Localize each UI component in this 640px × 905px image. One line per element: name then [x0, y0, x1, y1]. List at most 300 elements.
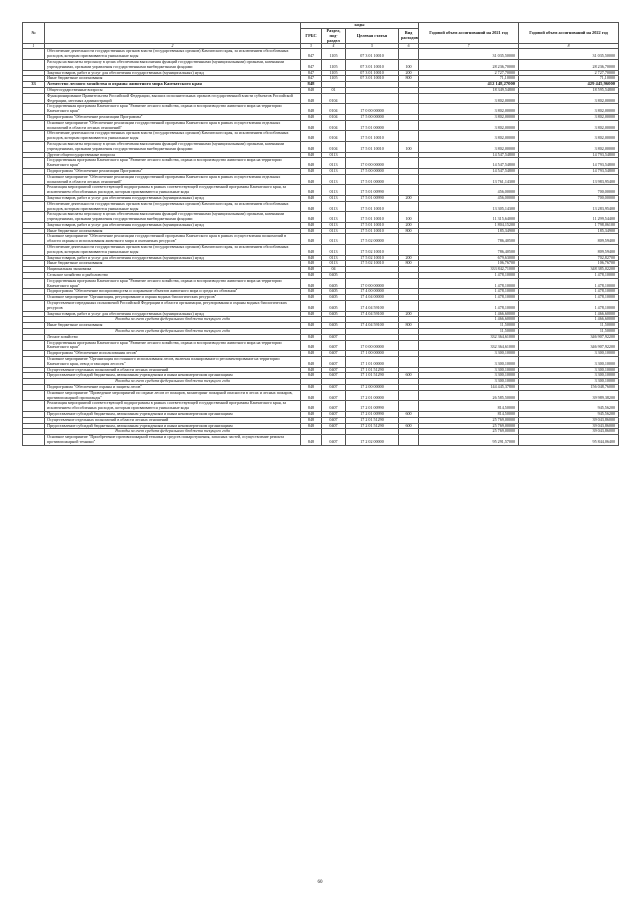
row-number: [23, 174, 45, 185]
header-name: [45, 23, 301, 44]
row-target: 17 0 00 00000: [346, 278, 399, 289]
row-amount-2021: 25 769,00000: [419, 429, 519, 435]
row-amount-2021: 786,40500: [419, 234, 519, 245]
row-name: Основное мероприятие "Организация, регулирование и охрана водных биологических ресурсов": [45, 295, 301, 301]
table-row: [23, 59, 619, 70]
row-name: Расходы на выплаты персоналу в целях обеспечения выполнения функций государственными (муниципальными) органами, казенными учреждениями, органами управления государственными внебюджетными фондами: [45, 212, 301, 223]
row-target: 17 5 02 10010: [346, 255, 399, 261]
row-grbs: 848: [301, 131, 322, 142]
row-amount-2021: 71,10000: [419, 76, 519, 82]
row-amount-2021: 3 802,00000: [419, 93, 519, 104]
row-target: 17 2 01 00990: [346, 401, 399, 412]
row-name: Расходы на выплаты персоналу в целях обеспечения выполнения функций государственными (муниципальными) органами, казенными учреждениями, органами управления государственными внебюджетными фондами: [45, 59, 301, 70]
table-row: [23, 340, 619, 351]
header-number: №: [23, 23, 45, 44]
row-name: Функционирование Правительства Российской Федерации, высших исполнительных органов государственной власти субъектов Российской Федерации, местных администраций: [45, 93, 301, 104]
row-section: 0407: [322, 334, 346, 340]
row-grbs: 848: [301, 267, 322, 273]
row-section: 04: [322, 267, 346, 273]
row-grbs: 848: [301, 390, 322, 401]
row-grbs: 848: [301, 417, 322, 423]
row-exptype: [399, 357, 419, 368]
table-row: [23, 120, 619, 131]
row-exptype: [399, 340, 419, 351]
row-name: Расходы за счет средств федерального бюджета текущего года: [45, 329, 301, 335]
row-exptype: [399, 104, 419, 115]
row-amount-2021: 95 291,57000: [419, 435, 519, 446]
row-target: 17 4 04 59100: [346, 311, 399, 317]
row-amount-2021: 25 769,00000: [419, 423, 519, 429]
row-exptype: 800: [399, 261, 419, 267]
row-amount-2022: 95 844,06400: [519, 435, 619, 446]
row-section: 0407: [322, 417, 346, 423]
column-index: 4: [322, 44, 346, 49]
row-amount-2022: 3 802,00000: [519, 93, 619, 104]
row-name: Другие общегосударственные вопросы: [45, 152, 301, 158]
row-exptype: 200: [399, 222, 419, 228]
row-target: 17 5 00 00000: [346, 168, 399, 174]
row-amount-2021: 18 349,54800: [419, 87, 519, 93]
row-section: 0405: [322, 301, 346, 312]
row-target: 17 2 01 00000: [346, 390, 399, 401]
column-index: 8: [519, 44, 619, 49]
header-target: Целевая статья: [346, 29, 399, 44]
row-exptype: [399, 390, 419, 401]
row-section: 0113: [322, 255, 346, 261]
row-grbs: 848: [301, 351, 322, 357]
table-header: [23, 23, 619, 49]
row-amount-2021: 185,34900: [419, 228, 519, 234]
row-amount-2022: 11 299,54400: [519, 212, 619, 223]
row-amount-2022: 945,56200: [519, 401, 619, 412]
row-amount-2021: 3 300,10000: [419, 379, 519, 385]
row-amount-2021: 456,00000: [419, 195, 519, 201]
row-section: 0407: [322, 357, 346, 368]
row-section: 0405: [322, 289, 346, 295]
row-target: 17 2 00 00000: [346, 385, 399, 391]
row-section: 0104: [322, 114, 346, 120]
row-amount-2022: 28 236,70000: [519, 59, 619, 70]
row-exptype: 800: [399, 76, 419, 82]
row-number: [23, 401, 45, 412]
row-target: 07 3 01 10010: [346, 76, 399, 82]
row-grbs: 848: [301, 278, 322, 289]
row-name: Обеспечение деятельности государственных органов власти (государственных органов) Камчатского края, за исключением обособленных расходов, которым присваиваются уникальные коды: [45, 49, 301, 60]
row-grbs: 848: [301, 158, 322, 169]
row-amount-2021: 456,00000: [419, 185, 519, 196]
row-number: [23, 301, 45, 312]
row-amount-2022: 1 478,10000: [519, 301, 619, 312]
row-grbs: 848: [301, 373, 322, 379]
row-amount-2022: 1 478,10000: [519, 273, 619, 279]
row-grbs: 848: [301, 273, 322, 279]
row-amount-2021: 1 466,60000: [419, 311, 519, 317]
row-number: [23, 234, 45, 245]
row-amount-2022: 702,82700: [519, 255, 619, 261]
row-section: 1105: [322, 59, 346, 70]
row-grbs: 848: [301, 195, 322, 201]
row-exptype: 200: [399, 70, 419, 76]
row-exptype: 600: [399, 423, 419, 429]
row-amount-2022: 3 300,10000: [519, 379, 619, 385]
row-section: 0407: [322, 351, 346, 357]
row-name: Расходы за счет средств федерального бюджета текущего года: [45, 317, 301, 323]
row-grbs: 848: [301, 174, 322, 185]
row-amount-2021: 1 478,10000: [419, 295, 519, 301]
row-amount-2022: 71,10000: [519, 76, 619, 82]
row-target: 17 5 01 10010: [346, 212, 399, 223]
row-grbs: 847: [301, 76, 322, 82]
row-section: 0104: [322, 120, 346, 131]
row-name: Основное мероприятие "Обеспечение реализации государственной программы Камчатского края в рамках осуществления отдельных полномочий в области лесных отношений": [45, 174, 301, 185]
row-amount-2021: 31 035,50000: [419, 49, 519, 60]
table-row: [23, 185, 619, 196]
row-name: Обеспечение деятельности государственных органов власти (государственных органов) Камчатского края, за исключением обособленных расходов, которым присваиваются уникальные коды: [45, 131, 301, 142]
row-amount-2021: 14 547,54800: [419, 168, 519, 174]
row-exptype: [399, 49, 419, 60]
row-target: 17 0 00 00000: [346, 158, 399, 169]
row-amount-2021: 3 300,10000: [419, 367, 519, 373]
table-row: [23, 212, 619, 223]
header-grbs: ГРБС: [301, 29, 322, 44]
column-index: 7: [419, 44, 519, 49]
row-grbs: 848: [301, 357, 322, 368]
row-amount-2022: 3 802,00000: [519, 104, 619, 115]
row-name: Основное мероприятие "Приобретение противопожарной техники и средств пожаротушения, запасных частей, осуществление ремонта противопожарной техники": [45, 435, 301, 446]
row-amount-2022: 809,59400: [519, 234, 619, 245]
header-codes-group: коды: [301, 23, 419, 29]
row-grbs: 848: [301, 141, 322, 152]
row-section: 0104: [322, 131, 346, 142]
row-grbs: 848: [301, 185, 322, 196]
budget-table-page: [22, 22, 618, 446]
row-amount-2021: 332 364,61000: [419, 334, 519, 340]
row-amount-2021: 3 300,10000: [419, 357, 519, 368]
row-amount-2022: 1 478,10000: [519, 278, 619, 289]
row-name: Сельское хозяйство и рыболовство: [45, 273, 301, 279]
row-amount-2021: 1 478,10000: [419, 278, 519, 289]
row-target: 17 1 01 51290: [346, 373, 399, 379]
row-amount-2022: 11,50000: [519, 329, 619, 335]
row-name: Основное мероприятие "Обеспечение реализации государственной программы Камчатского края в рамках осуществления отдельных полномочий в области лесных отношений": [45, 120, 301, 131]
row-section: 0113: [322, 212, 346, 223]
row-grbs: 848: [301, 311, 322, 317]
budget-table: [22, 22, 619, 446]
row-section: 0407: [322, 367, 346, 373]
row-section: 0405: [322, 323, 346, 329]
row-number: [23, 120, 45, 131]
row-amount-2022: 156 048,76000: [519, 385, 619, 391]
row-amount-2021: 3 802,00000: [419, 141, 519, 152]
row-target: 17 5 02 00000: [346, 234, 399, 245]
row-amount-2022: 3 802,00000: [519, 141, 619, 152]
row-number: [23, 104, 45, 115]
row-grbs: 848: [301, 168, 322, 174]
row-target: 17 5 01 10010: [346, 228, 399, 234]
header-2022: Годовой объем ассигнований на 2022 год: [519, 23, 619, 44]
row-amount-2022: 14 793,54800: [519, 152, 619, 158]
row-section: 0113: [322, 185, 346, 196]
row-grbs: 848: [301, 340, 322, 351]
row-amount-2021: 333 842,71000: [419, 267, 519, 273]
row-section: 0405: [322, 273, 346, 279]
row-name: Закупка товаров, работ и услуг для обеспечения государственных (муниципальных) нужд: [45, 70, 301, 76]
row-target: [346, 93, 399, 104]
row-section: 0407: [322, 423, 346, 429]
row-amount-2022: 39 043,86000: [519, 429, 619, 435]
row-section: 0405: [322, 278, 346, 289]
row-exptype: [399, 131, 419, 142]
row-name: Закупка товаров, работ и услуг для обеспечения государственных (муниципальных) нужд: [45, 311, 301, 317]
row-name: Государственная программа Камчатского края "Развитие лесного хозяйства, охрана и воспроизводство животного мира на территории Камчатского края": [45, 278, 301, 289]
table-row: [23, 390, 619, 401]
header-exptype: Вид расходов: [399, 29, 419, 44]
row-grbs: 848: [301, 87, 322, 93]
row-amount-2022: 3 802,00000: [519, 120, 619, 131]
row-amount-2022: 1 466,60000: [519, 317, 619, 323]
row-name: Реализация мероприятий соответствующей подпрограммы в рамках соответствующей государственной программы Камчатского края, за исключением обособленных расходов, которым присваиваются уникальные коды: [45, 401, 301, 412]
row-amount-2021: 13 761,14300: [419, 174, 519, 185]
row-amount-2022: 429 445,96000: [519, 82, 619, 88]
row-grbs: 848: [301, 289, 322, 295]
row-amount-2021: 25 769,00000: [419, 417, 519, 423]
row-name: Иные бюджетные ассигнования: [45, 76, 301, 82]
row-exptype: [399, 201, 419, 212]
row-section: 0104: [322, 141, 346, 152]
row-name: Иные бюджетные ассигнования: [45, 323, 301, 329]
row-section: 0113: [322, 222, 346, 228]
row-amount-2021: 2 727,70000: [419, 70, 519, 76]
row-exptype: 200: [399, 195, 419, 201]
row-amount-2021: 679,63000: [419, 255, 519, 261]
row-grbs: 848: [301, 323, 322, 329]
row-name: Общегосударственные вопросы: [45, 87, 301, 93]
row-grbs: 848: [301, 245, 322, 256]
row-amount-2022: 14 793,54800: [519, 158, 619, 169]
row-target: 17 0 00 00000: [346, 340, 399, 351]
row-grbs: 847: [301, 70, 322, 76]
row-name: Основное мероприятие "Организация постоянного использования лесов, включая планирование и регламентирование на территории Камчатского края, отвод и таксация лесосек": [45, 357, 301, 368]
row-section: 0407: [322, 373, 346, 379]
row-amount-2021: 11,50000: [419, 329, 519, 335]
row-section: 0113: [322, 152, 346, 158]
column-index: 3: [301, 44, 322, 49]
row-number: [23, 390, 45, 401]
row-exptype: 600: [399, 373, 419, 379]
row-amount-2022: 13 283,95400: [519, 201, 619, 212]
row-target: 17 5 01 10010: [346, 201, 399, 212]
row-amount-2022: 185,34900: [519, 228, 619, 234]
row-amount-2022: 945,56200: [519, 411, 619, 417]
row-grbs: 848: [301, 435, 322, 446]
row-grbs: 848: [301, 385, 322, 391]
row-amount-2022: 14 793,54800: [519, 168, 619, 174]
row-section: 0113: [322, 201, 346, 212]
row-amount-2022: 348 385,02200: [519, 267, 619, 273]
row-grbs: 848: [301, 93, 322, 104]
row-number: [23, 340, 45, 351]
row-amount-2022: 1 466,60000: [519, 311, 619, 317]
row-target: 17 4 04 59100: [346, 301, 399, 312]
row-name: Подпрограмма "Обеспечение использования лесов": [45, 351, 301, 357]
row-target: 17 4 04 00000: [346, 295, 399, 301]
row-exptype: 200: [399, 311, 419, 317]
row-amount-2021: 14 547,54800: [419, 152, 519, 158]
row-number: [23, 141, 45, 152]
row-target: 17 1 01 00000: [346, 357, 399, 368]
row-exptype: [399, 245, 419, 256]
row-target: 17 4 04 59100: [346, 323, 399, 329]
row-section: 0407: [322, 390, 346, 401]
row-exptype: [399, 93, 419, 104]
header-section: Раздел, под-раздел: [322, 29, 346, 44]
row-name: Закупка товаров, работ и услуг для обеспечения государственных (муниципальных) нужд: [45, 195, 301, 201]
row-amount-2022: 3 802,00000: [519, 131, 619, 142]
row-number: [23, 278, 45, 289]
table-row: [23, 234, 619, 245]
row-amount-2021: 1 478,10000: [419, 273, 519, 279]
row-amount-2021: 1 466,60000: [419, 317, 519, 323]
row-name: Реализация мероприятий соответствующей подпрограммы в рамках соответствующей государственной программы Камчатского края, за исключением обособленных расходов, которым присваиваются уникальные коды: [45, 185, 301, 196]
row-target: 17 5 02 10010: [346, 245, 399, 256]
row-amount-2021: 3 300,10000: [419, 351, 519, 357]
row-amount-2022: 1 478,10000: [519, 289, 619, 295]
row-amount-2021: 3 802,00000: [419, 104, 519, 115]
row-target: 17 5 01 10010: [346, 222, 399, 228]
row-name: Закупка товаров, работ и услуг для обеспечения государственных (муниципальных) нужд: [45, 255, 301, 261]
row-amount-2021: 11 315,64000: [419, 212, 519, 223]
row-exptype: [399, 234, 419, 245]
row-name: Национальная экономика: [45, 267, 301, 273]
table-row: [23, 301, 619, 312]
row-name: Подпрограмма "Обеспечение реализации Программы": [45, 114, 301, 120]
row-number: 33: [23, 82, 45, 88]
table-row: [23, 93, 619, 104]
row-name: Расходы за счет средств федерального бюджета текущего года: [45, 429, 301, 435]
row-amount-2021: 144 445,37800: [419, 385, 519, 391]
row-target: 17 5 02 10010: [346, 261, 399, 267]
row-name: Закупка товаров, работ и услуг для обеспечения государственных (муниципальных) нужд: [45, 222, 301, 228]
row-amount-2021: 332 364,61000: [419, 340, 519, 351]
row-grbs: 848: [301, 334, 322, 340]
row-exptype: [399, 301, 419, 312]
row-amount-2021: 1 478,10000: [419, 301, 519, 312]
row-number: [23, 185, 45, 196]
row-target: 17 2 02 00000: [346, 435, 399, 446]
row-amount-2021: 28 236,70000: [419, 59, 519, 70]
row-grbs: 848: [301, 401, 322, 412]
row-grbs: 848: [301, 82, 322, 88]
row-exptype: 200: [399, 255, 419, 261]
row-exptype: [399, 435, 419, 446]
row-amount-2021: 814,50000: [419, 401, 519, 412]
row-amount-2022: 346 907,92200: [519, 340, 619, 351]
row-name: Осуществление отдельных полномочий в области лесных отношений: [45, 417, 301, 423]
row-amount-2021: 412 148,27000: [419, 82, 519, 88]
row-target: 17 4 00 00000: [346, 289, 399, 295]
row-section: 0113: [322, 195, 346, 201]
row-amount-2022: 3 300,10000: [519, 373, 619, 379]
row-section: 0113: [322, 261, 346, 267]
column-index: 6: [399, 44, 419, 49]
row-exptype: [399, 174, 419, 185]
row-amount-2021: 3 802,00000: [419, 131, 519, 142]
row-number: [23, 435, 45, 446]
page-number: 60: [317, 880, 323, 885]
row-name: Государственная программа Камчатского края "Развитие лесного хозяйства, охрана и воспроизводство животного мира на территории Камчатского края": [45, 158, 301, 169]
row-name: Государственная программа Камчатского края "Развитие лесного хозяйства, охрана и воспроизводство животного мира на территории Камчатского края": [45, 340, 301, 351]
row-name: Предоставление субсидий бюджетным, автономным учреждениям и иным некоммерческим организациям: [45, 373, 301, 379]
table-row: [23, 104, 619, 115]
column-index: 5: [346, 44, 399, 49]
row-section: 0104: [322, 93, 346, 104]
row-name: Иные бюджетные ассигнования: [45, 261, 301, 267]
header-2021: Годовой объем ассигнований на 2021 год: [419, 23, 519, 44]
row-target: 17 5 01 00000: [346, 174, 399, 185]
row-amount-2021: 1 478,10000: [419, 289, 519, 295]
row-grbs: 847: [301, 49, 322, 60]
row-name: Предоставление субсидий бюджетным, автономным учреждениям и иным некоммерческим организациям: [45, 423, 301, 429]
row-amount-2021: 814,50000: [419, 411, 519, 417]
row-exptype: [399, 120, 419, 131]
row-amount-2022: 31 035,50000: [519, 49, 619, 60]
row-amount-2022: 3 300,10000: [519, 357, 619, 368]
row-name: Подпрограмма "Обеспечение охраны и защиты лесов": [45, 385, 301, 391]
row-target: 17 5 01 10010: [346, 141, 399, 152]
row-target: 17 5 01 00990: [346, 195, 399, 201]
row-grbs: 848: [301, 367, 322, 373]
row-grbs: 848: [301, 152, 322, 158]
row-amount-2021: 3 300,10000: [419, 373, 519, 379]
row-exptype: 800: [399, 228, 419, 234]
row-exptype: [399, 278, 419, 289]
row-target: 17 2 01 51290: [346, 423, 399, 429]
row-number: [23, 357, 45, 368]
row-number: [23, 245, 45, 256]
row-exptype: 100: [399, 141, 419, 152]
row-grbs: 848: [301, 255, 322, 261]
table-row: [23, 49, 619, 60]
row-amount-2021: 1 804,15200: [419, 222, 519, 228]
row-grbs: 848: [301, 234, 322, 245]
row-name: Обеспечение деятельности государственных органов власти (государственных органов) Камчатского края, за исключением обособленных расходов, которым присваиваются уникальные коды: [45, 245, 301, 256]
row-grbs: 848: [301, 261, 322, 267]
row-number: [23, 93, 45, 104]
row-amount-2022: 39 043,86000: [519, 417, 619, 423]
row-target: 17 2 01 51290: [346, 417, 399, 423]
table-row: [23, 141, 619, 152]
table-row: [23, 435, 619, 446]
table-row: [23, 174, 619, 185]
row-name: Государственная программа Камчатского края "Развитие лесного хозяйства, охрана и воспроизводство животного мира на территории Камчатского края": [45, 104, 301, 115]
row-section: 0113: [322, 245, 346, 256]
row-target: 17 0 00 00000: [346, 104, 399, 115]
row-grbs: 848: [301, 212, 322, 223]
row-exptype: [399, 158, 419, 169]
row-number: [23, 212, 45, 223]
row-name: Основное мероприятие "Обеспечение реализации государственной программы Камчатского края в рамках осуществления полномочий в области охраны и использования животного мира и охотничьих ресурсов": [45, 234, 301, 245]
row-section: 0113: [322, 234, 346, 245]
row-target: 17 1 01 51290: [346, 367, 399, 373]
row-section: 01: [322, 87, 346, 93]
row-section: 1105: [322, 70, 346, 76]
row-exptype: 100: [399, 212, 419, 223]
row-name: Расходы за счет средств федерального бюджета текущего года: [45, 379, 301, 385]
row-amount-2021: 106,76700: [419, 261, 519, 267]
row-section: 1105: [322, 76, 346, 82]
row-name: Иные бюджетные ассигнования: [45, 228, 301, 234]
row-name: Осуществление переданных полномочий Российской Федерации в области организации, регулирования и охраны водных биологических ресурсов: [45, 301, 301, 312]
